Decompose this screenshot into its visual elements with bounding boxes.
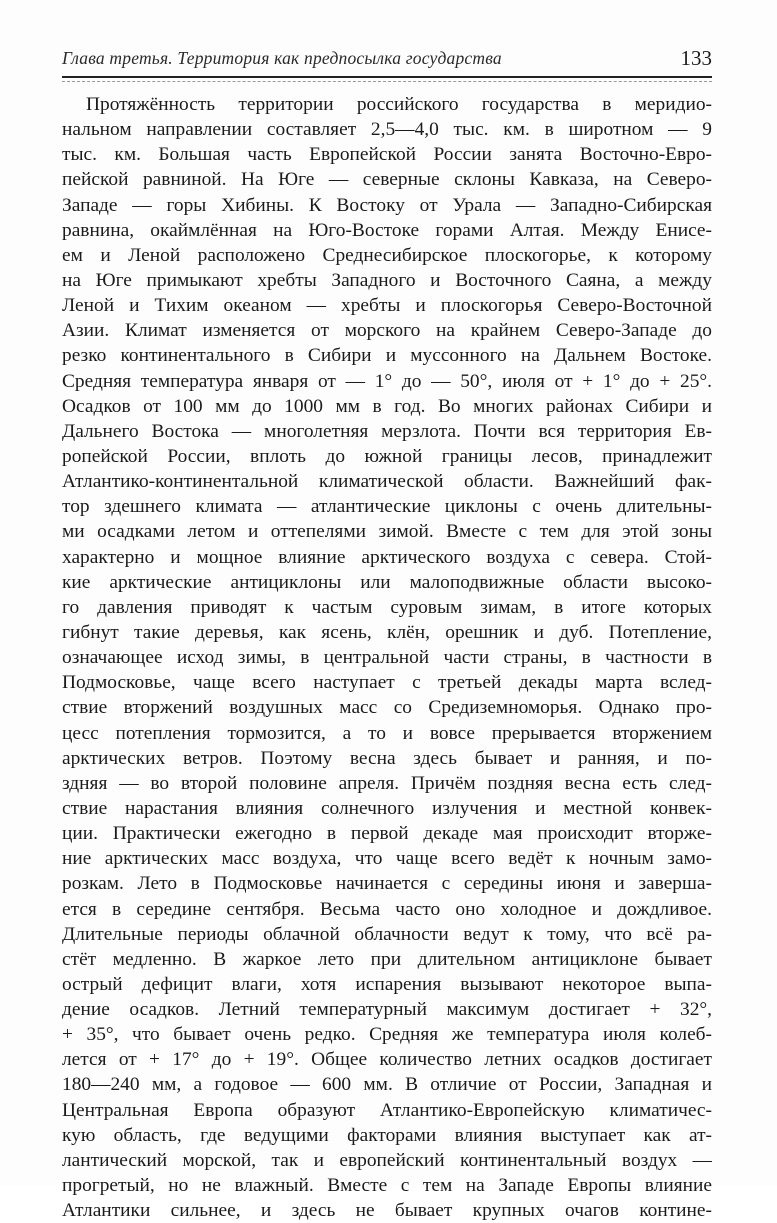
text-line: ем и Леной расположено Среднесибирское плоскогорье, к которому xyxy=(62,244,712,266)
text-line: ми осадками летом и оттепелями зимой. Вместе с тем для этой зоны xyxy=(62,521,712,543)
text-line: ется в середине сентября. Весьма часто оно холодное и дождливое. xyxy=(62,898,712,920)
text-line: Дальнего Востока — многолетняя мерзлота. Почти вся территория Ев- xyxy=(62,420,712,442)
text-line: Леной и Тихим океаном — хребты и плоскогорья Северо-Восточной xyxy=(62,295,712,317)
text-line: прогретый, но не влажный. Вместе с тем на Западе Европы влияние xyxy=(62,1175,712,1197)
text-line: Атлантики сильнее, и здесь не бывает крупных очагов контине- xyxy=(62,1200,712,1222)
text-line: резко континентального в Сибири и муссонного на Дальнем Востоке. xyxy=(62,345,712,367)
text-line: цесс потепления тормозится, а то и вовсе прерывается вторжением xyxy=(62,722,712,744)
body-text xyxy=(62,92,712,1223)
text-line: арктических ветров. Поэтому весна здесь бывает и ранняя, и по- xyxy=(62,747,712,769)
text-line: Западе — горы Хибины. К Востоку от Урала — Западно-Сибирская xyxy=(62,194,712,216)
text-line: лантический морской, так и европейский континентальный воздух — xyxy=(62,1149,712,1171)
text-line: стёт медленно. В жаркое лето при длительном антициклоне бывает xyxy=(62,948,712,970)
running-head xyxy=(62,46,712,74)
page-number: 133 xyxy=(680,46,712,70)
text-line: тыс. км. Большая часть Европейской России занята Восточно-Евро- xyxy=(62,144,712,166)
text-line: равнина, окаймлённая на Юго-Востоке горами Алтая. Между Енисе- xyxy=(62,219,712,241)
text-line: ропейской России, вплоть до южной границы лесов, принадлежит xyxy=(62,445,712,467)
text-line: ствие вторжений воздушных масс со Средиземноморья. Однако про- xyxy=(62,697,712,719)
text-line: характерно и мощное влияние арктического воздуха с севера. Стой- xyxy=(62,546,712,568)
text-line: на Юге примыкают хребты Западного и Восточного Саяна, а между xyxy=(62,269,712,291)
text-line: острый дефицит влаги, хотя испарения вызывают некоторое выпа- xyxy=(62,973,712,995)
text-line: гибнут такие деревья, как ясень, клён, орешник и дуб. Потепление, xyxy=(62,621,712,643)
text-line: здняя — во второй половине апреля. Причём поздняя весна есть след- xyxy=(62,772,712,794)
text-line: Длительные периоды облачной облачности ведут к тому, что всё ра- xyxy=(62,923,712,945)
text-line: кие арктические антициклоны или малоподвижные области высоко- xyxy=(62,571,712,593)
text-line: Центральная Европа образуют Атлантико-Европейскую климатичес- xyxy=(62,1099,712,1121)
text-line: дение осадков. Летний температурный максимум достигает + 32°, xyxy=(62,999,712,1021)
text-line: тор здешнего климата — атлантические циклоны с очень длительны- xyxy=(62,496,712,518)
text-line: означающее исход зимы, в центральной части страны, в частности в xyxy=(62,647,712,669)
text-line: ствие нарастания влияния солнечного излучения и местной конвек- xyxy=(62,797,712,819)
text-line: Средняя температура января от — 1° до — 50°, июля от + 1° до + 25°. xyxy=(62,370,712,392)
header-rule-dashed xyxy=(62,81,712,82)
text-line: ции. Практически ежегодно в первой декаде мая происходит вторже- xyxy=(62,823,712,845)
text-line: Подмосковье, чаще всего наступает с третьей декады марта вслед- xyxy=(62,672,712,694)
header-rule xyxy=(62,76,712,78)
text-line: Осадков от 100 мм до 1000 мм в год. Во многих районах Сибири и xyxy=(62,395,712,417)
text-line: Азии. Климат изменяется от морского на крайнем Северо-Западе до xyxy=(62,320,712,342)
text-line: нальном направлении составляет 2,5—4,0 тыс. км. в широтном — 9 xyxy=(62,119,712,141)
text-line: 180—240 мм, а годовое — 600 мм. В отличие от России, Западная и xyxy=(62,1074,712,1096)
running-head-title: Глава третья. Территория как предпосылка государства xyxy=(62,48,502,68)
text-line: го давления приводят к частым суровым зимам, в итоге которых xyxy=(62,596,712,618)
text-line: розкам. Лето в Подмосковье начинается с середины июня и заверша- xyxy=(62,873,712,895)
text-line: Протяжённость территории российского государства в меридио- xyxy=(86,94,712,115)
text-line: + 35°, что бывает очень редко. Средняя же температура июля колеб- xyxy=(62,1024,712,1046)
text-line: Атлантико-континентальной климатической области. Важнейший фак- xyxy=(62,471,712,493)
text-line: ние арктических масс воздуха, что чаще всего ведёт к ночным замо- xyxy=(62,848,712,870)
text-line: пейской равниной. На Юге — северные склоны Кавказа, на Северо- xyxy=(62,169,712,191)
text-line: лется от + 17° до + 19°. Общее количество летних осадков достигает xyxy=(62,1049,712,1071)
text-line: кую область, где ведущими факторами влияния выступает как ат- xyxy=(62,1124,712,1146)
